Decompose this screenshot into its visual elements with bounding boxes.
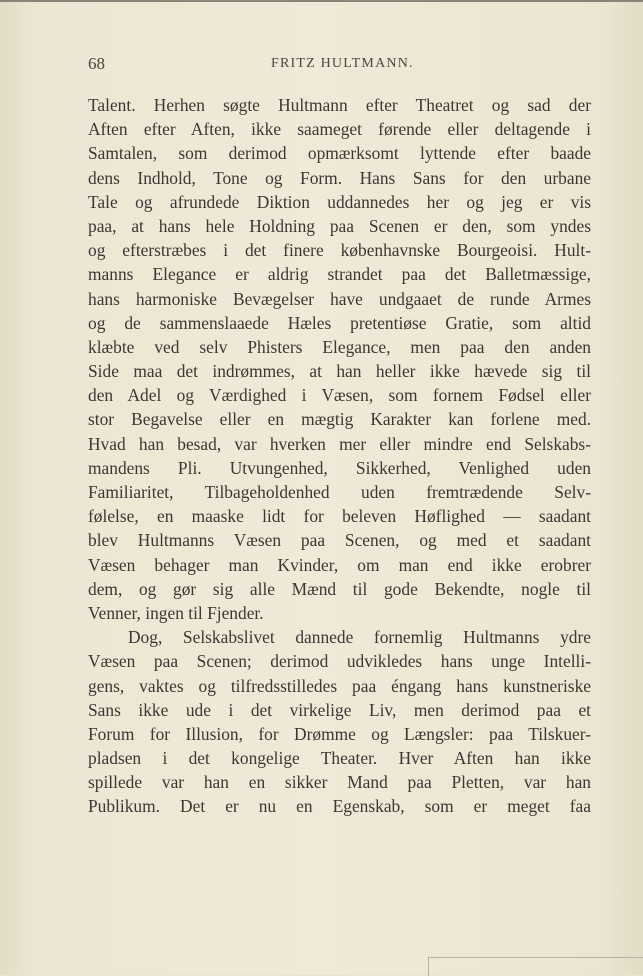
text-line: blev Hultmanns Væsen paa Scenen, og med et saadant bbox=[88, 530, 591, 551]
text-line: den Adel og Værdighed i Væsen, som fornem Fødsel eller bbox=[88, 385, 591, 406]
page-corner-mark bbox=[428, 957, 643, 976]
text-line: Sans ikke ude i det virkelige Liv, men derimod paa et bbox=[88, 699, 591, 720]
text-line: og de sammenslaaede Hæles pretentiøse Gratie, som altid bbox=[88, 312, 591, 333]
text-line: Venner, ingen til Fjender. bbox=[88, 602, 264, 623]
text-line: klæbte ved selv Phisters Elegance, men paa den anden bbox=[88, 336, 591, 357]
text-line: følelse, en maaske lidt for beleven Høflighed — saadant bbox=[88, 506, 591, 527]
text-line: gens, vaktes og tilfredsstilledes paa éngang hans kunstneriske bbox=[88, 675, 591, 696]
text-line: Talent. Herhen søgte Hultmann efter Theatret og sad der bbox=[88, 95, 591, 115]
text-line: stor Begavelse eller en mægtig Karakter kan forlene med. bbox=[88, 409, 591, 430]
text-line: Væsen behager man Kvinder, om man end ikke erobrer bbox=[88, 554, 591, 575]
text-line: Hvad han besad, var hverken mer eller mindre end Selskabs- bbox=[88, 433, 591, 454]
text-line: pladsen i det kongelige Theater. Hver Aften han ikke bbox=[88, 748, 591, 769]
text-line: spillede var han en sikker Mand paa Pletten, var han bbox=[88, 772, 591, 793]
paragraph-2 bbox=[88, 625, 591, 819]
text-line: manns Elegance er aldrig strandet paa det Balletmæssige, bbox=[88, 264, 591, 285]
text-line: Tale og afrundede Diktion uddannedes her og jeg er vis bbox=[88, 191, 591, 212]
paragraph-1 bbox=[88, 93, 591, 625]
text-line: Side maa det indrømmes, at han heller ikke hævede sig til bbox=[88, 361, 591, 382]
text-line: hans harmoniske Bevægelser have undgaaet de runde Armes bbox=[88, 288, 591, 309]
text-line: Familiaritet, Tilbageholdenhed uden fremtrædende Selv- bbox=[88, 482, 591, 502]
text-line: Dog, Selskabslivet dannede fornemlig Hultmanns ydre bbox=[128, 627, 591, 648]
text-line: mandens Pli. Utvungenhed, Sikkerhed, Venlighed uden bbox=[88, 457, 591, 478]
page-header bbox=[88, 54, 588, 76]
body-text bbox=[88, 93, 591, 819]
page-number: 68 bbox=[88, 54, 105, 73]
text-line: og efterstræbes i det finere københavnske Bourgeoisi. Hult- bbox=[88, 240, 591, 261]
text-line: Aften efter Aften, ikke saameget førende eller deltagende i bbox=[88, 119, 591, 140]
text-line: dens Indhold, Tone og Form. Hans Sans for den urbane bbox=[88, 167, 591, 188]
page-top-edge bbox=[0, 0, 643, 2]
running-head: FRITZ HULTMANN. bbox=[271, 56, 414, 71]
text-line: paa, at hans hele Holdning paa Scenen er den, som yndes bbox=[88, 215, 591, 236]
text-line: Samtalen, som derimod opmærksomt lyttende efter baade bbox=[88, 143, 591, 164]
text-line: Forum for Illusion, for Drømme og Længsler: paa Tilskuer- bbox=[88, 723, 591, 744]
text-line: Publikum. Det er nu en Egenskab, som er meget faa bbox=[88, 796, 591, 817]
text-line: dem, og gør sig alle Mænd til gode Bekendte, nogle til bbox=[88, 578, 591, 599]
text-line: Væsen paa Scenen; derimod udvikledes hans unge Intelli- bbox=[88, 651, 591, 672]
